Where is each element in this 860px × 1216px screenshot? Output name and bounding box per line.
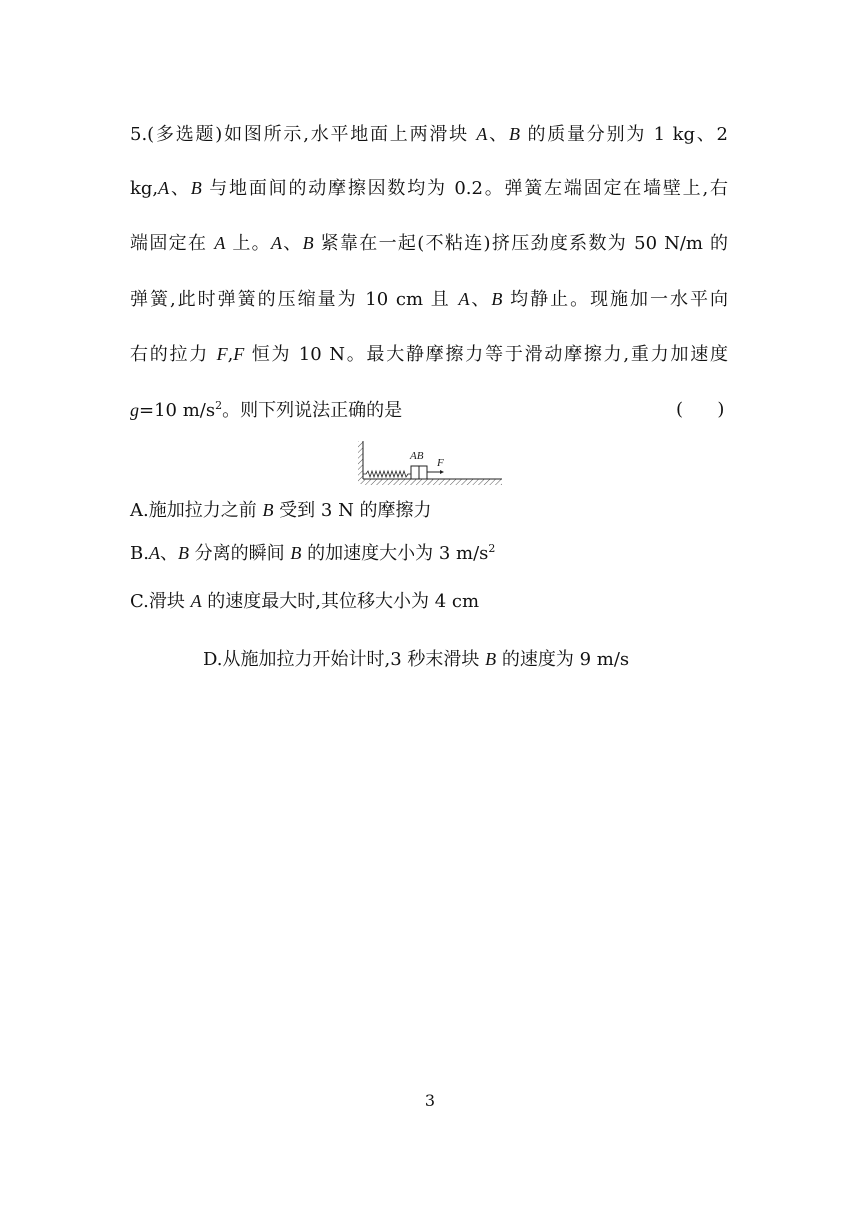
variable-symbol: A	[214, 233, 226, 253]
variable-symbol: F	[216, 344, 228, 364]
question-line-3: 端固定在 A 上。A、B 紧靠在一起(不粘连)挤压劲度系数为 50 N/m 的	[130, 233, 728, 254]
label-ab: AB	[410, 450, 424, 462]
option-b: B.A、B 分离的瞬间 B 的加速度大小为 3 $m/s^2$	[130, 542, 496, 564]
spring-block-figure	[358, 441, 502, 487]
question-line-6: g=10 $m/s^2$。则下列说法正确的是	[130, 399, 403, 421]
question-line-1: 5.(多选题)如图所示,水平地面上两滑块 A、B 的质量分别为 1 kg、2	[130, 124, 729, 145]
variable-symbol: A	[458, 289, 470, 309]
option-c: C.滑块 A 的速度最大时,其位移大小为 4 cm	[130, 591, 480, 612]
superscript: 2	[215, 399, 223, 412]
variable-symbol: B	[190, 178, 202, 198]
answer-parentheses: ( )	[676, 399, 725, 420]
variable-symbol: A	[190, 591, 202, 611]
variable-symbol: A	[158, 178, 170, 198]
superscript: 2	[488, 542, 496, 555]
variable-symbol: B	[290, 543, 302, 563]
variable-symbol: A	[148, 543, 160, 563]
question-line-4: 弹簧,此时弹簧的压缩量为 10 cm 且 A、B 均静止。现施加一水平向	[130, 289, 728, 310]
variable-symbol: B	[262, 500, 274, 520]
block-a	[411, 466, 419, 479]
page-number: 3	[424, 1091, 436, 1110]
option-a: A.施加拉力之前 B 受到 3 N 的摩擦力	[130, 500, 432, 521]
variable-symbol: A	[270, 233, 282, 253]
variable-symbol: B	[491, 289, 503, 309]
variable-symbol: B	[485, 649, 497, 669]
ground	[363, 479, 502, 485]
question-line-2: kg,A、B 与地面间的动摩擦因数均为 0.2。弹簧左端固定在墙壁上,右	[130, 178, 728, 199]
variable-symbol: g	[130, 400, 139, 420]
variable-symbol: B	[302, 233, 314, 253]
option-d: D.从施加拉力开始计时,3 秒末滑块 B 的速度为 9 m/s	[203, 649, 630, 670]
variable-symbol: A	[476, 124, 488, 144]
wall	[358, 441, 363, 484]
question-line-5: 右的拉力 F,F 恒为 10 N。最大静摩擦力等于滑动摩擦力,重力加速度	[130, 344, 728, 365]
variable-symbol: F	[233, 344, 245, 364]
label-f: F	[437, 457, 444, 469]
spring	[363, 471, 411, 477]
block-b	[419, 466, 427, 479]
variable-symbol: B	[177, 543, 189, 563]
variable-symbol: B	[508, 124, 520, 144]
